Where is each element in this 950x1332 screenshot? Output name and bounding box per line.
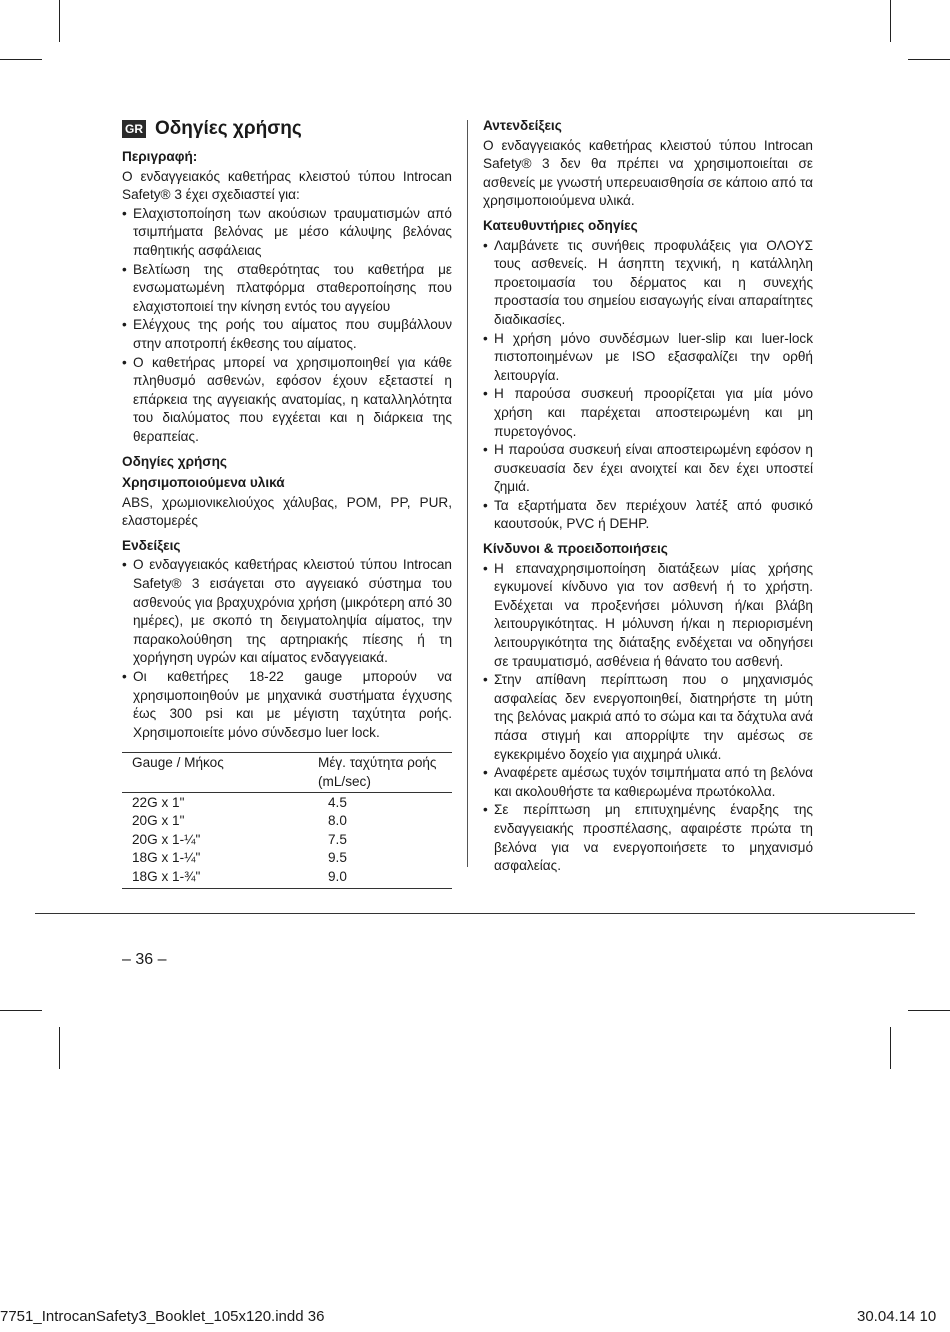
- materials-heading: Χρησιμοποιούμενα υλικά: [122, 475, 285, 491]
- table-row: [122, 831, 452, 850]
- list-item: • Βελτίωση της σταθερότητας του καθετήρα με ενσωματωμένη πλατφόρμα σταθεροποίησης που ελαχιστοποιεί την κίνηση εντός του αγγείου: [122, 261, 452, 317]
- table-row: [122, 794, 452, 813]
- list-item: • Στην απίθανη περίπτωση που ο μηχανισμός ασφαλείας δεν ενεργοποιηθεί, διατηρήστε τη μύτη της βελόνας μακριά από το σώμα και τα δάχτυλα ανά πάσα στιγμή και απορρίψτε την αμέσως σε εγκεκριμένο δοχείο για αιχμηρά υλικά.: [483, 671, 813, 764]
- description-text: Ο ενδαγγειακός καθετήρας κλειστού τύπου Introcan Safety® 3 έχει σχεδιαστεί για:: [122, 168, 452, 203]
- table-cell-rate: 8.0: [328, 813, 347, 829]
- indications-list: [122, 556, 452, 742]
- description-list: [122, 205, 452, 447]
- table-cell-rate: 7.5: [328, 831, 347, 847]
- table-header-rate: [318, 754, 452, 791]
- list-item: • Η χρήση μόνο συνδέσμων luer-slip και luer-lock πιστοποιημένων με ISO εξασφαλίζει την ορθή λειτουργία.: [483, 330, 813, 386]
- contraindications-heading: Αντενδείξεις: [483, 118, 562, 133]
- list-item: • Η επαναχρησιμοποίηση διατάξεων μίας χρήσης εγκυμονεί κίνδυνο για τον ασθενή ή το χρήστη. Ενδέχεται να προξενήσει μόλυνση ή/και βλάβη λειτουργικότητας. Η μόλυνση ή/και η περιορισμένη λειτουργικότητα της διάταξης ενδέχεται να οδηγήσει σε τραυματισμό, ασθένεια ή θάνατο του ασθενή.: [483, 560, 813, 672]
- list-item: • Σε περίπτωση μη επιτυχημένης έναρξης της ενδαγγειακής προσπέλασης, αφαιρέστε πρώτα τη βελόνα για να ενεργοποιήσετε το μηχανισμό ασφαλείας.: [483, 801, 813, 875]
- table-header-rate-line1: Μέγ. ταχύτητα ροής: [318, 755, 437, 771]
- page-title: Οδηγίες χρήσης: [155, 118, 302, 139]
- crop-mark: [59, 1027, 60, 1069]
- page-title-row: [122, 117, 452, 141]
- crop-mark: [890, 1027, 891, 1069]
- table-header: [122, 753, 452, 792]
- list-item: • Ελαχιστοποίηση των ακούσιων τραυματισμών από τσιμπήματα βελόνας με μέσο κάλυψης βελόνας παθητικής ασφάλειας: [122, 205, 452, 261]
- crop-mark: [0, 59, 42, 60]
- table-cell-rate: 9.5: [328, 850, 347, 866]
- table-cell-gauge: 18G x 1-¾": [132, 868, 201, 884]
- guidelines-list: [483, 237, 813, 535]
- left-column: [122, 117, 452, 889]
- flow-rate-table: [122, 752, 452, 888]
- print-slug-filename: 7751_IntrocanSafety3_Booklet_105x120.indd 36: [0, 1308, 325, 1325]
- table-cell-rate: 4.5: [328, 794, 347, 810]
- indications-heading: Ενδείξεις: [122, 537, 181, 553]
- list-item: • Η παρούσα συσκευή προορίζεται για μία μόνο χρήση και παρέχεται αποστειρωμένη και μη πυρετογόνος.: [483, 385, 813, 441]
- column-divider: [467, 120, 468, 867]
- table-row: [122, 812, 452, 831]
- table-body: [122, 793, 452, 888]
- table-cell-rate: 9.0: [328, 868, 347, 884]
- table-cell-gauge: 22G x 1": [132, 794, 185, 810]
- list-item: • Ο ενδαγγειακός καθετήρας κλειστού τύπου Introcan Safety® 3 εισάγεται στο αγγειακό σύστημα του ασθενούς για βραχυχρόνια χρήση (μικρότερη από 30 ημέρες), με σκοπό τη δειγματοληψία αίματος, την παρακολούθηση της αρτηριακής πίεσης ή τη χορήγηση υγρών και αίματος ενδαγγειακά.: [122, 556, 452, 668]
- page-number: – 36 –: [122, 951, 167, 968]
- table-row: [122, 849, 452, 868]
- list-item: • Αναφέρετε αμέσως τυχόν τσιμπήματα από τη βελόνα και ακολουθήστε τα καθιερωμένα πρωτόκολλα.: [483, 764, 813, 801]
- table-cell-gauge: 18G x 1-¼": [132, 850, 201, 866]
- footer-rule: [35, 913, 915, 914]
- print-slug-date: 30.04.14 10: [857, 1308, 937, 1325]
- hazards-list: [483, 560, 813, 876]
- table-cell-gauge: 20G x 1": [132, 813, 185, 829]
- description-heading: Περιγραφή:: [122, 149, 198, 164]
- list-item: • Ο καθετήρας μπορεί να χρησιμοποιηθεί για κάθε πληθυσμό ασθενών, εφόσον έχουν εξεταστεί η επάρκεια της αγγειακής ανατομίας, η καταλληλότητα του διαλύματος που εγχέεται και η διάρκεια της θεραπείας.: [122, 354, 452, 447]
- crop-mark: [908, 59, 950, 60]
- list-item: • Ελέγχους της ροής του αίματος που συμβάλλουν στην αποτροπή έκθεσης του αίματος.: [122, 316, 452, 353]
- table-header-rate-line2: (mL/sec): [318, 774, 371, 789]
- right-column: [483, 117, 813, 876]
- table-header-gauge: Gauge / Μήκος: [132, 755, 224, 771]
- contraindications-text: Ο ενδαγγειακός καθετήρας κλειστού τύπου Introcan Safety® 3 δεν θα πρέπει να χρησιμοποιείται σε ασθενείς με γνωστή υπερευαισθησία σε κάποιο από τα χρησιμοποιούμενα υλικά.: [483, 137, 814, 209]
- list-item: • Η παρούσα συσκευή είναι αποστειρωμένη εφόσον η συσκευασία δεν έχει ανοιχτεί και δεν έχει υποστεί ζημιά.: [483, 441, 813, 497]
- list-item: • Οι καθετήρες 18-22 gauge μπορούν να χρησιμοποιηθούν με μηχανικά συστήματα έγχυσης έως 300 psi και με μέγιστη ταχύτητα ροής. Χρησιμοποιείτε μόνο σύνδεσμο luer lock.: [122, 668, 452, 742]
- hazards-heading: Κίνδυνοι & προειδοποιήσεις: [483, 541, 668, 557]
- instructions-heading: Οδηγίες χρήσης: [122, 453, 227, 469]
- guidelines-heading: Κατευθυντήριες οδηγίες: [483, 217, 638, 233]
- crop-mark: [0, 1010, 42, 1011]
- crop-mark: [59, 0, 60, 42]
- language-badge: GR: [122, 120, 146, 138]
- table-cell-gauge: 20G x 1-¼": [132, 831, 201, 847]
- list-item: • Τα εξαρτήματα δεν περιέχουν λατέξ από φυσικό καουτσούκ, PVC ή DEHP.: [483, 497, 813, 534]
- table-row: [122, 868, 452, 887]
- list-item: • Λαμβάνετε τις συνήθεις προφυλάξεις για ΟΛΟΥΣ τους ασθενείς. Η άσηπτη τεχνική, η κατάλληλη προετοιμασία του δέρματος και η συνεχής προστασία του σημείου εισαγωγής είναι απαραίτητες διαδικασίες.: [483, 237, 813, 330]
- crop-mark: [890, 0, 891, 42]
- materials-text: ABS, χρωμιονικελιούχος χάλυβας, POM, PP, PUR, ελαστομερές: [122, 494, 452, 529]
- crop-mark: [908, 1010, 950, 1011]
